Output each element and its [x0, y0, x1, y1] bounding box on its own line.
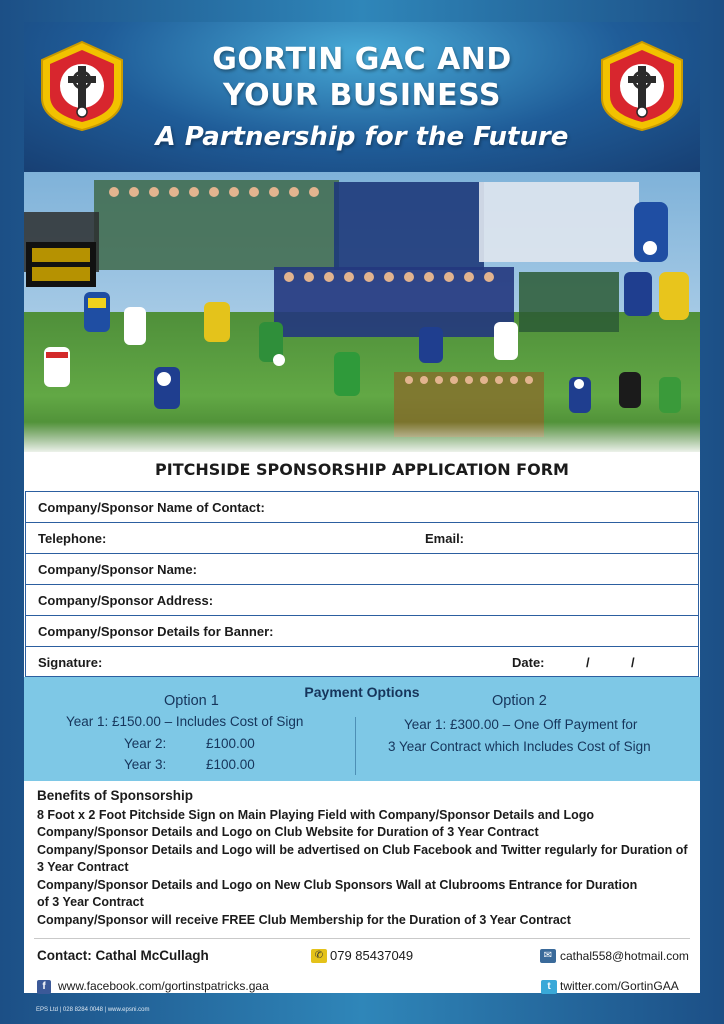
benefit-item: Company/Sponsor Details and Logo on New Club Sponsors Wall at Clubrooms Entrance for Duration	[37, 877, 638, 892]
company-name-field[interactable]	[25, 553, 699, 584]
printer-credit: EPS Ltd | 028 8284 0048 | www.epsni.com	[36, 1007, 150, 1013]
date-label: Date:	[512, 655, 545, 670]
option-2-line-2: 3 Year Contract which Includes Cost of Sign	[388, 739, 651, 754]
option-1-year2-label: Year 2:	[124, 736, 167, 751]
collage-players-image	[24, 172, 700, 452]
phone-icon: ✆	[311, 949, 327, 963]
benefit-item: Company/Sponsor Details and Logo on Club Website for Duration of 3 Year Contract	[37, 825, 539, 839]
contact-name-label: Company/Sponsor Name of Contact:	[38, 500, 265, 515]
contact-name: Contact: Cathal McCullagh	[37, 948, 209, 963]
banner-details-field[interactable]	[25, 615, 699, 646]
telephone-field[interactable]	[25, 522, 699, 553]
contact-email[interactable]: cathal558@hotmail.com	[560, 949, 689, 963]
date-separator: /	[586, 655, 590, 670]
facebook-icon: f	[37, 980, 51, 994]
signature-label: Signature:	[38, 655, 103, 670]
banner-details-label: Company/Sponsor Details for Banner:	[38, 624, 274, 639]
option-2-line-1: Year 1: £300.00 – One Off Payment for	[404, 717, 638, 732]
company-address-field[interactable]	[25, 584, 699, 615]
option-1-year3-value: £100.00	[206, 757, 255, 772]
collage-fade	[24, 422, 700, 452]
benefit-item: 8 Foot x 2 Foot Pitchside Sign on Main Playing Field with Company/Sponsor Details and Logo	[37, 807, 594, 822]
club-crest-icon	[598, 40, 686, 132]
payment-divider	[355, 717, 356, 775]
header	[24, 22, 700, 172]
benefit-item: 3 Year Contract	[37, 860, 129, 874]
contact-phone[interactable]: 079 85437049	[330, 948, 414, 963]
contact-name-field[interactable]	[25, 491, 699, 522]
payment-options-title: Payment Options	[304, 684, 420, 700]
benefits-title: Benefits of Sponsorship	[37, 788, 194, 803]
payment-options	[24, 677, 700, 781]
option-2-label: Option 2	[492, 693, 547, 709]
option-1-year2-value: £100.00	[206, 736, 255, 751]
benefit-item: Company/Sponsor Details and Logo will be advertised on Club Facebook and Twitter regularly for Duration of	[37, 842, 688, 857]
title-line-1: GORTIN GAC AND	[212, 42, 512, 77]
benefit-item: Company/Sponsor will receive FREE Club Membership for the Duration of 3 Year Contract	[37, 912, 571, 927]
page-title	[154, 42, 570, 114]
club-crest-icon	[38, 40, 126, 132]
form-title: PITCHSIDE SPONSORSHIP APPLICATION FORM	[155, 460, 569, 479]
email-label: Email:	[425, 531, 465, 546]
telephone-label: Telephone:	[38, 531, 107, 546]
option-1-year3-label: Year 3:	[124, 757, 167, 772]
twitter-icon: t	[541, 980, 557, 994]
benefit-item: of 3 Year Contract	[37, 895, 144, 909]
facebook-link[interactable]: www.facebook.com/gortinstpatricks.gaa	[58, 979, 269, 993]
company-address-label: Company/Sponsor Address:	[38, 593, 214, 608]
title-line-2: YOUR BUSINESS	[222, 78, 502, 113]
page-subtitle: A Partnership for the Future	[155, 122, 569, 152]
twitter-link[interactable]: twitter.com/GortinGAA	[560, 979, 679, 993]
option-1-label: Option 1	[164, 693, 219, 709]
date-separator: /	[631, 655, 635, 670]
email-icon: ✉	[540, 949, 556, 963]
option-1-year1: Year 1: £150.00 – Includes Cost of Sign	[66, 714, 304, 729]
company-name-label: Company/Sponsor Name:	[38, 562, 197, 577]
benefits-section	[37, 787, 697, 929]
contact-divider	[34, 938, 690, 939]
signature-field[interactable]	[25, 646, 699, 677]
photo-collage	[24, 172, 700, 452]
